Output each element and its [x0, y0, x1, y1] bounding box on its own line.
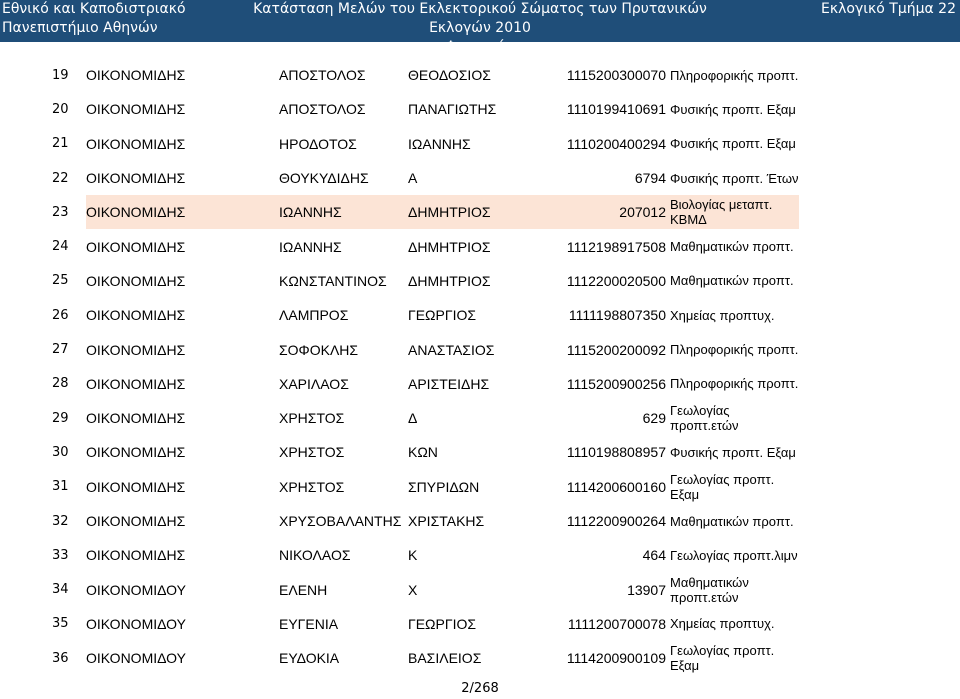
table-row: [52, 504, 799, 538]
row-number: 25: [52, 273, 69, 289]
table-row: [52, 161, 799, 195]
row-number: 36: [52, 650, 69, 666]
registration-number-cell: 1110200400294: [566, 135, 666, 152]
row-number: 33: [52, 547, 69, 563]
department-cell: Γεωλογίας προπτ.ετών: [670, 403, 739, 434]
father-name-cell: ΚΩΝ: [408, 444, 438, 461]
first-name-cell: ΧΡΥΣΟΒΑΛΑΝΤΗΣ: [279, 513, 402, 529]
row-number: 24: [52, 239, 69, 255]
first-name-cell: ΑΠΟΣΤΟΛΟΣ: [279, 67, 366, 84]
department-cell: Πληροφορικής προπτ.: [670, 376, 799, 392]
page-number: 2/268: [461, 681, 499, 696]
father-name-cell: ΣΠΥΡΙΔΩΝ: [408, 478, 480, 495]
table-row: [52, 607, 799, 641]
row-number: 35: [52, 616, 69, 632]
first-name-cell: ΣΟΦΟΚΛΗΣ: [279, 341, 359, 358]
first-name-cell: ΧΡΗΣΤΟΣ: [279, 410, 345, 427]
department-cell: Πληροφορικής προπτ.: [670, 342, 799, 358]
first-name-cell: ΕΥΔΟΚΙΑ: [279, 650, 340, 667]
surname-cell: ΟΙΚΟΝΟΜΙΔΗΣ: [86, 547, 186, 564]
row-number: 27: [52, 342, 69, 358]
surname-cell: ΟΙΚΟΝΟΜΙΔΗΣ: [86, 375, 186, 392]
registration-number-cell: 629: [642, 410, 666, 427]
surname-cell: ΟΙΚΟΝΟΜΙΔΗΣ: [86, 195, 279, 229]
surname-cell: ΟΙΚΟΝΟΜΙΔΗΣ: [86, 410, 186, 427]
department-cell: Πληροφορικής προπτ.: [670, 67, 799, 83]
department-cell: Φυσικής προπτ. Εξαμ: [670, 444, 796, 460]
registration-number-cell: 1111198807350: [568, 307, 666, 324]
registration-number-cell: 1110199410691: [566, 101, 666, 118]
father-name-cell: Δ: [408, 410, 418, 427]
registration-number-cell: 1114200600160: [566, 478, 666, 495]
table-row: [52, 195, 799, 229]
table-row: [52, 470, 799, 504]
table-row: [52, 298, 799, 332]
department-cell: Μαθηματικών προπτ.: [670, 273, 794, 289]
father-name-cell: ΔΗΜΗΤΡΙΟΣ: [408, 272, 491, 289]
row-number: 26: [52, 307, 69, 323]
first-name-cell: ΧΡΗΣΤΟΣ: [279, 478, 345, 495]
surname-cell: ΟΙΚΟΝΟΜΙΔΗΣ: [86, 513, 186, 529]
father-name-cell: ΔΗΜΗΤΡΙΟΣ: [408, 195, 560, 229]
department-cell: Φυσικής προπτ. Εξαμ: [670, 101, 796, 117]
surname-cell: ΟΙΚΟΝΟΜΙΔΟΥ: [86, 650, 186, 667]
surname-cell: ΟΙΚΟΝΟΜΙΔΗΣ: [86, 444, 186, 461]
department-cell: Χημείας προπτυχ.: [670, 307, 775, 323]
surname-cell: ΟΙΚΟΝΟΜΙΔΗΣ: [86, 307, 186, 324]
department-cell: Βιολογίας μεταπτ. ΚΒΜΔ: [670, 195, 799, 229]
department-cell: Φυσικής προπτ. Εξαμ: [670, 136, 796, 152]
first-name-cell: ΧΡΗΣΤΟΣ: [279, 444, 345, 461]
election-section: Εκλογικό Τμήμα 22: [821, 1, 956, 17]
row-number: 29: [52, 410, 69, 426]
document-title-line-1: Κατάσταση Μελών του Εκλεκτορικού Σώματος των Πρυτανικών Εκλογών 2010: [253, 1, 707, 36]
first-name-cell: ΚΩΝΣΤΑΝΤΙΝΟΣ: [279, 272, 387, 289]
registration-number-cell: 464: [642, 547, 666, 564]
surname-cell: ΟΙΚΟΝΟΜΙΔΗΣ: [86, 101, 186, 118]
page-header: [0, 0, 960, 55]
father-name-cell: ΠΑΝΑΓΙΩΤΗΣ: [408, 101, 497, 118]
surname-cell: ΟΙΚΟΝΟΜΙΔΗΣ: [86, 135, 186, 152]
row-number: 22: [52, 170, 69, 186]
table-row: [52, 58, 799, 92]
row-number: 34: [52, 582, 69, 598]
first-name-cell: ΘΟΥΚΥΔΙΔΗΣ: [279, 170, 369, 187]
first-name-cell: ΕΥΓΕΝΙΑ: [279, 615, 339, 632]
row-number: 21: [52, 136, 69, 152]
voter-roster-table: [52, 58, 799, 675]
first-name-cell: ΙΩΑΝΝΗΣ: [279, 238, 342, 255]
department-cell: Χημείας προπτυχ.: [670, 616, 775, 632]
registration-number-cell: 1112200900264: [566, 513, 666, 529]
department-cell: Φυσικής προπτ. Έτων: [670, 170, 799, 186]
department-cell: Μαθηματικών προπτ.: [670, 239, 794, 255]
department-cell: Μαθηματικών προπτ.ετών: [670, 574, 749, 605]
surname-cell: ΟΙΚΟΝΟΜΙΔΗΣ: [86, 341, 186, 358]
department-cell: Γεωλογίας προπτ. Εξαμ: [670, 643, 775, 674]
father-name-cell: ΑΝΑΣΤΑΣΙΟΣ: [408, 341, 495, 358]
row-number: 30: [52, 444, 69, 460]
surname-cell: ΟΙΚΟΝΟΜΙΔΗΣ: [86, 170, 186, 187]
father-name-cell: ΔΗΜΗΤΡΙΟΣ: [408, 238, 491, 255]
surname-cell: ΟΙΚΟΝΟΜΙΔΗΣ: [86, 238, 186, 255]
first-name-cell: ΑΠΟΣΤΟΛΟΣ: [279, 101, 366, 118]
father-name-cell: Κ: [408, 547, 418, 564]
father-name-cell: ΒΑΣΙΛΕΙΟΣ: [408, 650, 482, 667]
registration-number-cell: 1111200700078: [567, 615, 666, 632]
university-name-line-1: Εθνικό και Καποδιστριακό: [2, 1, 186, 17]
registration-number-cell: 1115200200092: [566, 341, 666, 358]
row-number: 23: [52, 204, 69, 220]
first-name-cell: ΕΛΕΝΗ: [279, 581, 328, 598]
surname-cell: ΟΙΚΟΝΟΜΙΔΟΥ: [86, 581, 186, 598]
row-number: 28: [52, 376, 69, 392]
surname-cell: ΟΙΚΟΝΟΜΙΔΗΣ: [86, 478, 186, 495]
table-row: [52, 332, 799, 366]
father-name-cell: ΙΩΑΝΝΗΣ: [408, 135, 471, 152]
registration-number-cell: 1112198917508: [566, 238, 666, 255]
document-title-line-2: Φοιτητών: [445, 39, 515, 55]
row-number: 19: [52, 67, 69, 83]
table-row: [52, 641, 799, 675]
registration-number-cell: 1114200900109: [566, 650, 666, 667]
first-name-cell: ΝΙΚΟΛΑΟΣ: [279, 547, 351, 564]
first-name-cell: ΛΑΜΠΡΟΣ: [279, 307, 349, 324]
row-number: 20: [52, 101, 69, 117]
registration-number-cell: 207012: [560, 195, 670, 229]
father-name-cell: ΧΡΙΣΤΑΚΗΣ: [408, 513, 485, 529]
father-name-cell: ΘΕΟΔΟΣΙΟΣ: [408, 67, 491, 84]
first-name-cell: ΙΩΑΝΝΗΣ: [279, 195, 408, 229]
registration-number-cell: 1115200900256: [566, 375, 666, 392]
registration-number-cell: 1110198808957: [566, 444, 666, 461]
surname-cell: ΟΙΚΟΝΟΜΙΔΟΥ: [86, 615, 186, 632]
registration-number-cell: 1115200300070: [566, 67, 666, 84]
father-name-cell: ΑΡΙΣΤΕΙΔΗΣ: [408, 375, 490, 392]
document-title: [240, 0, 720, 57]
table-row: [52, 229, 799, 263]
father-name-cell: ΓΕΩΡΓΙΟΣ: [408, 307, 476, 324]
father-name-cell: ΓΕΩΡΓΙΟΣ: [408, 615, 476, 632]
father-name-cell: Α: [408, 170, 418, 187]
department-cell: Γεωλογίας προπτ. Εξαμ: [670, 471, 775, 502]
table-row: [52, 127, 799, 161]
table-row: [52, 367, 799, 401]
university-name: [2, 0, 186, 38]
surname-cell: ΟΙΚΟΝΟΜΙΔΗΣ: [86, 67, 186, 84]
registration-number-cell: 13907: [627, 581, 666, 598]
registration-number-cell: 6794: [634, 170, 666, 187]
first-name-cell: ΧΑΡΙΛΑΟΣ: [279, 375, 349, 392]
table-row: [52, 572, 799, 606]
table-row: [52, 92, 799, 126]
table-row: [52, 435, 799, 469]
department-cell: Γεωλογίας προπτ.λιμν: [670, 547, 798, 563]
table-row: [52, 401, 799, 435]
row-number: 31: [52, 479, 69, 495]
university-name-line-2: Πανεπιστήμιο Αθηνών: [2, 20, 158, 36]
department-cell: Μαθηματικών προπτ.: [670, 513, 794, 529]
table-row: [52, 538, 799, 572]
surname-cell: ΟΙΚΟΝΟΜΙΔΗΣ: [86, 272, 186, 289]
row-number: 32: [52, 513, 69, 529]
first-name-cell: ΗΡΟΔΟΤΟΣ: [279, 135, 357, 152]
table-row: [52, 264, 799, 298]
registration-number-cell: 1112200020500: [566, 272, 666, 289]
father-name-cell: Χ: [408, 581, 418, 598]
